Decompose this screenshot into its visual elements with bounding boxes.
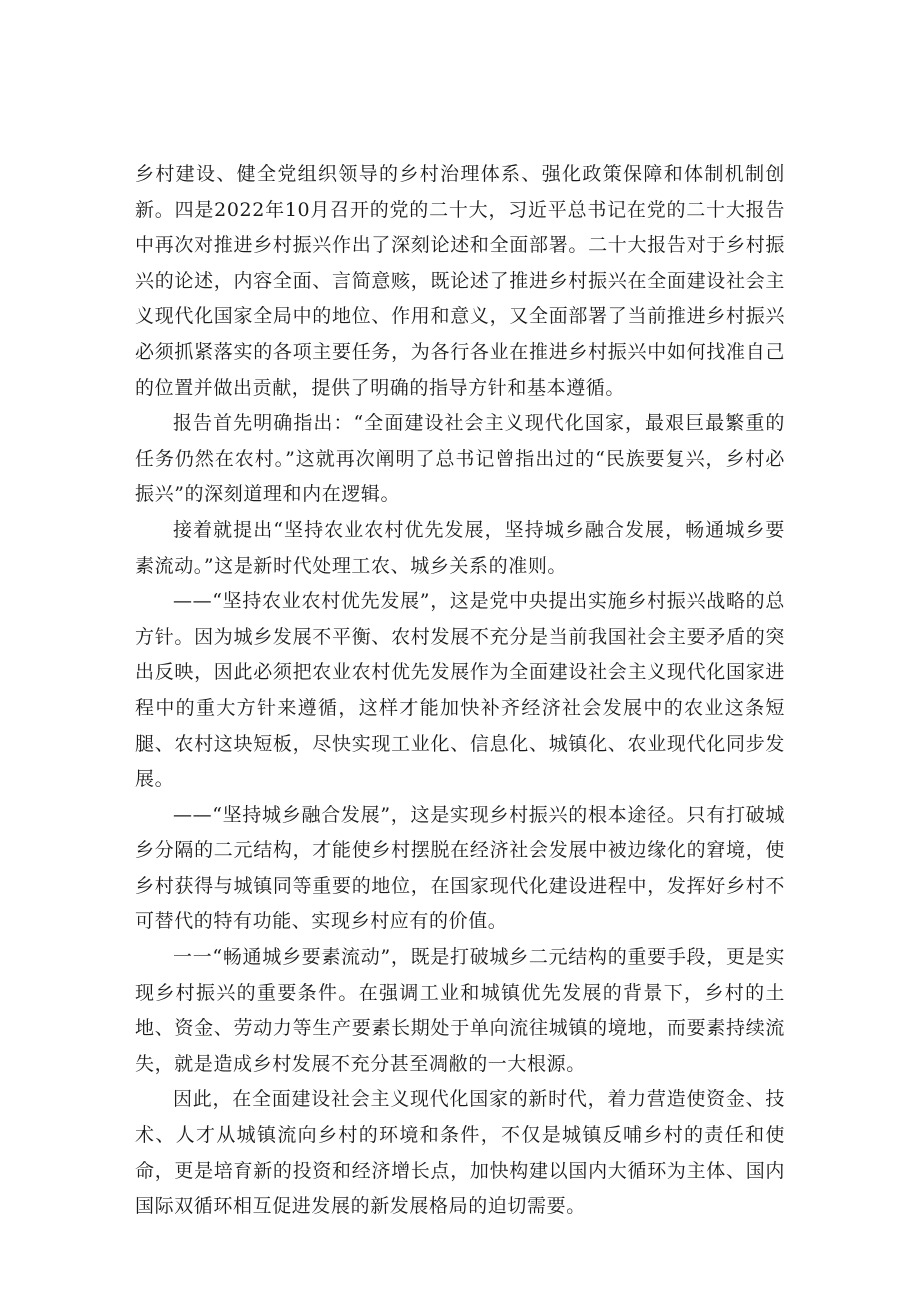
paragraph-7: 因此，在全面建设社会主义现代化国家的新时代，着力营造使资金、技术、人才从城镇流向乡村的环境和条件，不仅是城镇反哺乡村的责任和使命，更是培育新的投资和经济增长点，加快构建以国内大循环为主体、国内国际双循环相互促进发展的新发展格局的迫切需要。 [135, 1088, 785, 1218]
paragraph-6: 一一“畅通城乡要素流动”，既是打破城乡二元结构的重要手段，更是实现乡村振兴的重要条件。在强调工业和城镇优先发展的背景下，乡村的土地、资金、劳动力等生产要素长期处于单向流往城镇的境地，而要素持续流失，就是造成乡村发展不充分甚至凋敝的一大根源。 [135, 946, 785, 1075]
paragraph-3: 接着就提出“坚持农业农村优先发展，坚持城乡融合发展，畅通城乡要素流动。”这是新时代处理工农、城乡关系的准则。 [135, 518, 785, 577]
paragraph-2: 报告首先明确指出：“全面建设社会主义现代化国家，最艰巨最繁重的任务仍然在农村。”这就再次阐明了总书记曾指出过的“民族要复兴，乡村必振兴”的深刻道理和内在逻辑。 [135, 412, 785, 506]
paragraph-5: ——“坚持城乡融合发展”，这是实现乡村振兴的根本途径。只有打破城乡分隔的二元结构，才能使乡村摆脱在经济社会发展中被边缘化的窘境，使乡村获得与城镇同等重要的地位，在国家现代化建设进程中，发挥好乡村不可替代的特有功能、实现乡村应有的价值。 [135, 803, 785, 933]
paragraph-4: ——“坚持农业农村优先发展”，这是党中央提出实施乡村振兴战略的总方针。因为城乡发展不平衡、农村发展不充分是当前我国社会主要矛盾的突出反映，因此必须把农业农村优先发展作为全面建设社会主义现代化国家进程中的重大方针来遵循，这样才能加快补齐经济社会发展中的农业这条短腿、农村这块短板，尽快实现工业化、信息化、城镇化、农业现代化同步发展。 [135, 590, 785, 791]
document-page [135, 157, 785, 1225]
paragraph-1: 乡村建设、健全党组织领导的乡村治理体系、强化政策保障和体制机制创新。四是2022年10月召开的党的二十大，习近平总书记在党的二十大报告中再次对推进乡村振兴作出了深刻论述和全面部署。二十大报告对于乡村振兴的论述，内容全面、言简意赅，既论述了推进乡村振兴在全面建设社会主义现代化国家全局中的地位、作用和意义，又全面部署了当前推进乡村振兴必须抓紧落实的各项主要任务，为各行各业在推进乡村振兴中如何找准自己的位置并做出贡献，提供了明确的指导方针和基本遵循。 [135, 163, 785, 399]
